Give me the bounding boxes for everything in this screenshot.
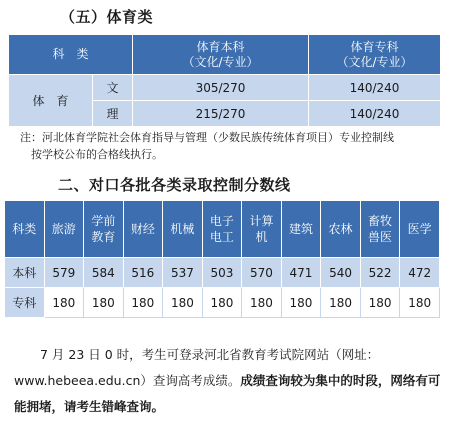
header-subject: 计算 机 <box>242 201 282 258</box>
row-label: 专科 <box>5 288 45 318</box>
score-cell: 584 <box>84 258 124 288</box>
row-label-sports: 体 育 <box>9 75 93 127</box>
header-subject: 学前 教育 <box>84 201 124 258</box>
score-cell: 180 <box>281 288 321 318</box>
section-title-vocational: 二、对口各批各类录取控制分数线 <box>58 176 291 194</box>
score-cell: 180 <box>360 288 400 318</box>
header-subject: 机械 <box>163 201 203 258</box>
notice-paragraph <box>14 342 444 420</box>
header-bachelor: 体育本科 （文化/专业） <box>133 35 309 75</box>
score-cell: 516 <box>123 258 163 288</box>
row-type: 理 <box>93 101 133 127</box>
header-category: 科类 <box>5 201 45 258</box>
header-subject: 医学 <box>400 201 440 258</box>
score-cell: 180 <box>400 288 440 318</box>
score-cell: 180 <box>123 288 163 318</box>
row-type: 文 <box>93 75 133 101</box>
header-subject: 电子 电工 <box>202 201 242 258</box>
score-cell: 180 <box>44 288 84 318</box>
header-subject: 畜牧 兽医 <box>360 201 400 258</box>
vocational-score-table <box>4 200 440 318</box>
notice-bold-text: 成绩查询较为集中的时段，网络有可能拥堵，请考生错峰查询。 <box>14 373 441 414</box>
associate-score: 140/240 <box>309 101 441 127</box>
table-note <box>20 129 444 163</box>
score-cell: 540 <box>321 258 361 288</box>
score-cell: 180 <box>163 288 203 318</box>
header-category: 科 类 <box>9 35 133 75</box>
score-cell: 180 <box>321 288 361 318</box>
score-cell: 471 <box>281 258 321 288</box>
table-header-row <box>5 201 440 258</box>
score-cell: 180 <box>84 288 124 318</box>
header-associate: 体育专科 （文化/专业） <box>309 35 441 75</box>
sports-score-table <box>8 34 441 127</box>
row-label: 本科 <box>5 258 45 288</box>
score-cell: 579 <box>44 258 84 288</box>
score-cell: 537 <box>163 258 203 288</box>
header-subject: 建筑 <box>281 201 321 258</box>
note-line-2: 按学校公布的合格线执行。 <box>31 148 163 161</box>
bachelor-score: 305/270 <box>133 75 309 101</box>
header-subject: 旅游 <box>44 201 84 258</box>
section-title-sports: （五）体育类 <box>60 8 154 26</box>
notice-text: 7 月 23 日 0 时，考生可登录河北省教育考试院网站（网址：www.hebeea.edu.cn）查询高考成绩。 <box>14 347 380 388</box>
header-subject: 农林 <box>321 201 361 258</box>
note-line-1: 注：河北体育学院社会体育指导与管理（少数民族传统体育项目）专业控制线 <box>20 131 394 144</box>
associate-score: 140/240 <box>309 75 441 101</box>
score-cell: 503 <box>202 258 242 288</box>
header-subject: 财经 <box>123 201 163 258</box>
score-cell: 472 <box>400 258 440 288</box>
score-cell: 522 <box>360 258 400 288</box>
score-cell: 570 <box>242 258 282 288</box>
table-row-associate <box>5 288 440 318</box>
score-cell: 180 <box>202 288 242 318</box>
table-row-bachelor <box>5 258 440 288</box>
bachelor-score: 215/270 <box>133 101 309 127</box>
score-cell: 180 <box>242 288 282 318</box>
